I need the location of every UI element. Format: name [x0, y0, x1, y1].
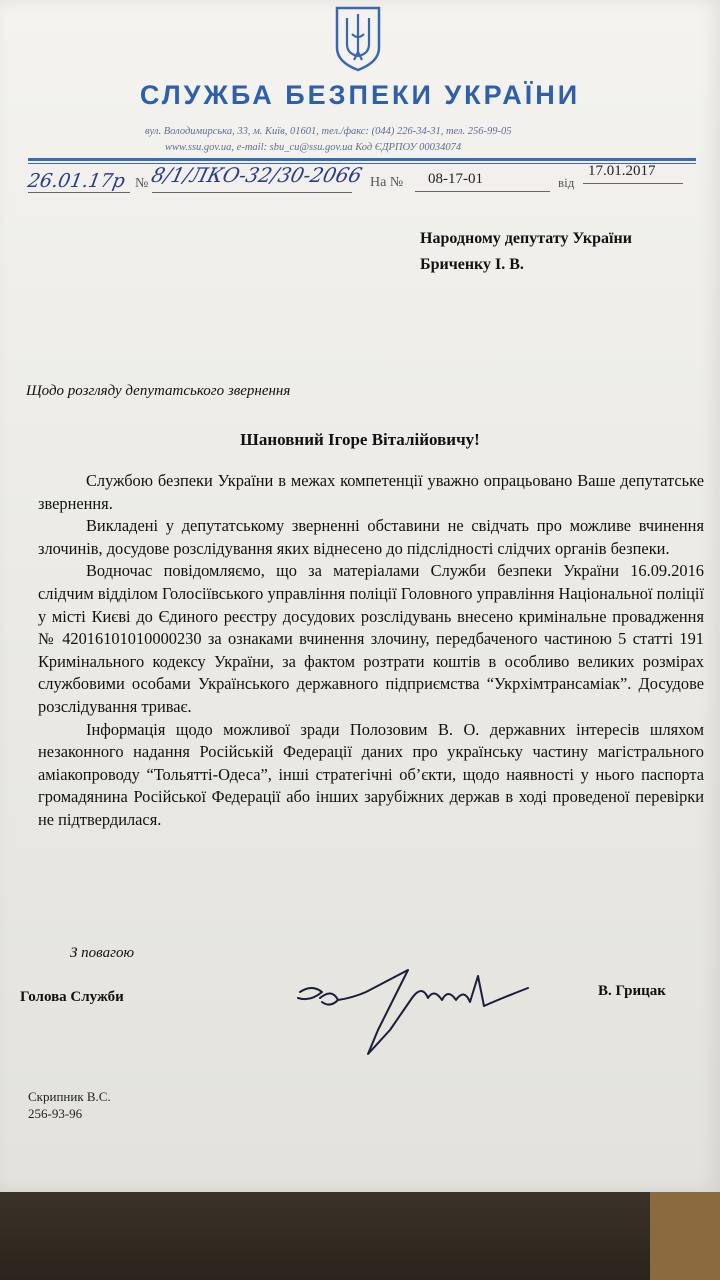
salutation: Шановний Ігоре Віталійовичу!	[240, 430, 480, 449]
address-line: вул. Володимирська, 33, м. Київ, 01601, тел./факс: (044) 226-34-31, тел. 256-99-05	[145, 126, 512, 137]
signer-position: Голова Служби	[20, 989, 124, 1005]
paragraph: Інформація щодо можливої зради Полозовим В. О. державних інтересів шляхом незаконного надання Російській Федерації даних про українську частину магістрального аміакопроводу “Тольятті-Одеса”, інші стратегічні об’єкти, щодо наявності у нього паспорта громадянина Російської Федерації або інших зарубіжних держав в ході проведеної перевірки не підтвердилася.	[38, 719, 704, 829]
header-rule	[28, 158, 696, 161]
desk-edge	[0, 1190, 720, 1280]
reference-date-underline	[583, 183, 683, 184]
executor-phone: 256-93-96	[28, 1106, 83, 1121]
paragraph: Викладені у депутатському зверненні обставини не свідчать про можливе вчинення злочинів, досудове розслідування яких віднесено до підслідності слідчих органів безпеки.	[38, 516, 704, 558]
handwritten-signature	[292, 958, 532, 1058]
subject-line: Щодо розгляду депутатського звернення	[26, 383, 291, 399]
addressee-name: Бриченку І. В.	[420, 256, 524, 273]
reference-label: На №	[370, 175, 404, 190]
reference-underline	[415, 191, 550, 192]
addressee-title: Народному депутату України	[420, 230, 632, 247]
executor-name: Скрипник В.С.	[28, 1089, 111, 1104]
paragraph: Водночас повідомляємо, що за матеріалами Служби безпеки України 16.09.2016 слідчим відділом Голосіївського управління поліції Головного управління Національної поліції у місті Києві до Єдиного реєстру досудових розслідувань внесено кримінальне провадження № 42016101010000230 за ознаками вчинення злочину, передбаченого частиною 5 статті 191 Кримінального кодексу України, за фактом розтрати коштів в особливо великих розмірах службовими особами Українського державного підприємства “Укрхімтрансаміак”. Досудове розслідування триває.	[38, 561, 704, 716]
contact-line: www.ssu.gov.ua, e-mail: sbu_cu@ssu.gov.ua Код ЄДРПОУ 00034074	[165, 142, 462, 153]
date-underline	[28, 192, 130, 193]
organization-name: СЛУЖБА БЕЗПЕКИ УКРАЇНИ	[139, 80, 581, 110]
reference-number: 08-17-01	[428, 171, 483, 187]
number-label: №	[135, 176, 149, 191]
outgoing-number: 8/1/ЛКО-32/30-2066	[149, 163, 365, 187]
outgoing-date: 26.01.17р	[26, 170, 127, 192]
from-label: від	[558, 175, 575, 190]
paragraph: Службою безпеки України в межах компетенції уважно опрацьовано Ваше депутатське звернення.	[38, 471, 704, 513]
signer-name: В. Грицак	[598, 983, 666, 999]
closing-regards: З повагою	[70, 945, 135, 961]
letter-body	[38, 470, 704, 832]
addressee	[420, 226, 632, 278]
reference-date: 17.01.2017	[588, 163, 656, 179]
executor-block	[28, 1088, 111, 1122]
number-underline	[152, 192, 352, 193]
desk-corner	[650, 1180, 720, 1280]
trident-icon	[333, 4, 383, 72]
